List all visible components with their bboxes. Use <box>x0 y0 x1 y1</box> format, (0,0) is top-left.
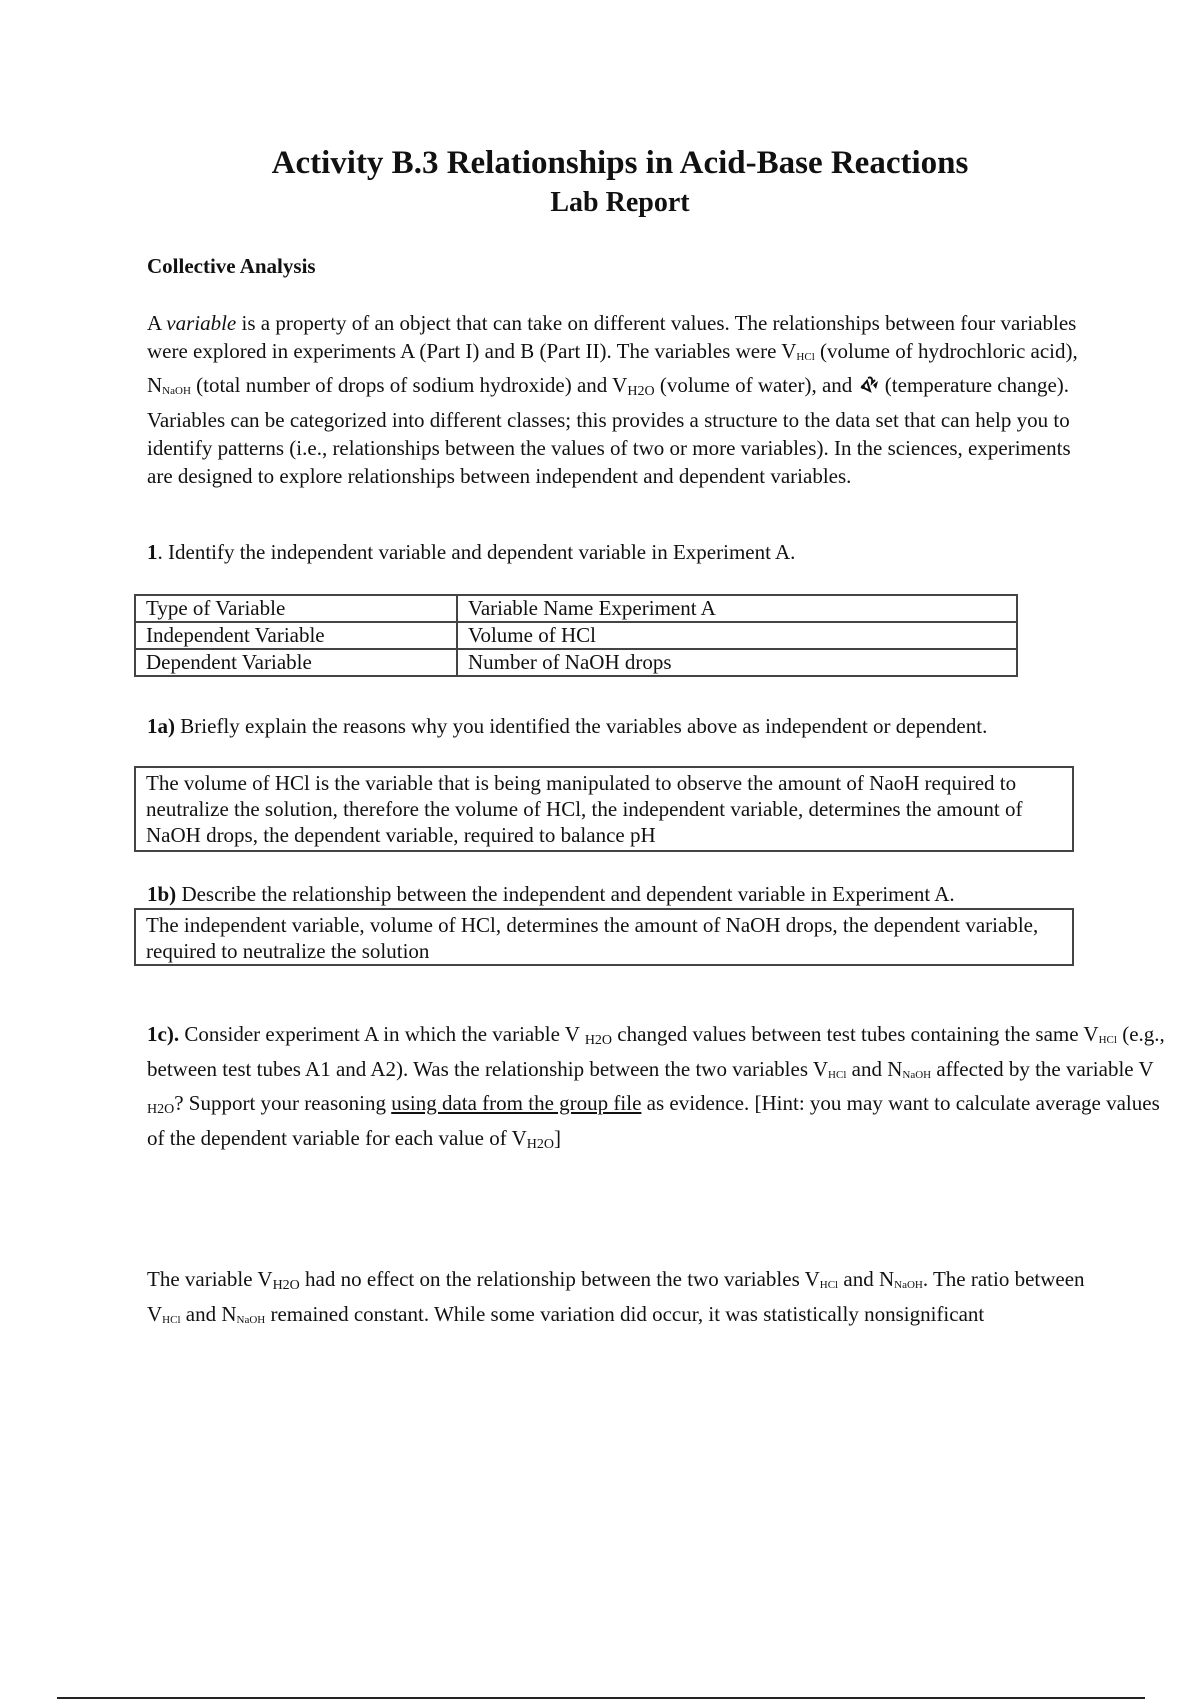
question-text: . Identify the independent variable and dependent variable in Experiment A. <box>157 540 796 564</box>
intro-text: A <box>147 311 167 335</box>
subscript-naoh: NaOH <box>162 385 191 397</box>
subscript-hcl: HCl <box>819 1279 839 1291</box>
subscript-h2o: H2O <box>584 1033 613 1048</box>
table-cell: Independent Variable <box>135 622 457 649</box>
answer-text: and N <box>180 1302 237 1326</box>
intro-text: (volume of hydrochloric acid), N <box>147 339 1078 397</box>
answer-text: remained constant. While some variation did occur, it was statistically nonsignificant <box>265 1302 985 1326</box>
intro-paragraph <box>147 309 1087 490</box>
table-header-cell: Variable Name Experiment A <box>457 595 1017 622</box>
question-text: ? Support your reasoning <box>174 1091 392 1115</box>
intro-text: is a property of an object that can take on different values. The relationships between four variables were explored in experiments A (Part I) and B (Part II). The variables were V <box>147 311 1077 363</box>
question-text: affected by the variable V <box>931 1057 1154 1081</box>
answer-box-1b[interactable]: The independent variable, volume of HCl, determines the amount of NaOH drops, the dependent variable, required to neutralize the solution <box>134 908 1074 966</box>
subscript-hcl: HCl <box>796 351 815 363</box>
delta-temperature-icon <box>858 374 880 394</box>
intro-text: (volume of water), and <box>654 373 858 397</box>
table-cell: Dependent Variable <box>135 649 457 676</box>
intro-text: (temperature change). Variables can be categorized into different classes; this provides a structure to the data set that can help you to identify patterns (i.e., relationships between the values of two or more variables). In the sciences, experiments are designed to explore relationships between independent and dependent variables. <box>147 373 1071 488</box>
table-row <box>135 622 1017 649</box>
table-cell: Number of NaOH drops <box>457 649 1017 676</box>
variables-table <box>134 594 1018 677</box>
question-text: and N <box>846 1057 903 1081</box>
answer-text: . The ratio between V <box>147 1267 1085 1326</box>
document-subtitle: Lab Report <box>550 187 690 218</box>
intro-text: (total number of drops of sodium hydroxide) and V <box>190 373 628 397</box>
question-label: 1a) <box>147 714 175 738</box>
document-title: Activity B.3 Relationships in Acid-Base Reactions <box>271 145 969 181</box>
answer-1c[interactable] <box>147 1265 1107 1334</box>
question-text: ] <box>554 1126 562 1150</box>
question-label: 1c). <box>147 1022 180 1046</box>
answer-text: and N <box>838 1267 895 1291</box>
subscript-naoh: NaOH <box>894 1279 923 1291</box>
question-text: Briefly explain the reasons why you identified the variables above as independent or dependent. <box>175 714 988 738</box>
question-number: 1 <box>147 540 158 564</box>
subscript-naoh: NaOH <box>902 1069 932 1081</box>
question-1b <box>147 882 955 907</box>
intro-italic-term: variable <box>166 311 237 335</box>
subscript-h2o: H2O <box>526 1137 555 1152</box>
table-cell: Volume of HCl <box>457 622 1017 649</box>
answer-text: The variable V <box>147 1267 273 1291</box>
question-text: as evidence. [Hint: you may want to calculate average values of the dependent variable for each value of V <box>147 1091 1160 1150</box>
page-footer-divider <box>57 1697 1145 1699</box>
subscript-naoh: NaOH <box>236 1314 266 1326</box>
answer-box-1a[interactable]: The volume of HCl is the variable that is being manipulated to observe the amount of NaoH required to neutralize the solution, therefore the volume of HCl, the independent variable, determines the amount of NaOH drops, the dependent variable, required to balance pH <box>134 766 1074 852</box>
question-text: Describe the relationship between the independent and dependent variable in Experiment A. <box>176 882 955 906</box>
question-1a <box>147 713 1047 739</box>
question-text: changed values between test tubes containing the same V <box>612 1022 1099 1046</box>
table-header-row <box>135 595 1017 622</box>
subscript-h2o: H2O <box>147 1102 175 1117</box>
subscript-hcl: HCl <box>828 1069 847 1081</box>
section-heading: Collective Analysis <box>147 254 316 278</box>
subscript-hcl: HCl <box>162 1314 181 1326</box>
table-header-cell: Type of Variable <box>135 595 457 622</box>
subscript-h2o: H2O <box>272 1278 300 1293</box>
subscript-hcl: HCl <box>1098 1034 1117 1046</box>
question-text: (e.g., between test tubes A1 and A2). Was the relationship between the two variables V <box>147 1022 1165 1081</box>
subscript-h2o: H2O <box>627 384 655 399</box>
answer-text: had no effect on the relationship between the two variables V <box>299 1267 820 1291</box>
question-label: 1b) <box>147 882 177 906</box>
question-1 <box>147 540 795 565</box>
question-text: Consider experiment A in which the variable V <box>179 1022 585 1046</box>
underlined-text: using data from the group file <box>391 1091 642 1115</box>
table-row <box>135 649 1017 676</box>
question-1c <box>147 1020 1167 1159</box>
